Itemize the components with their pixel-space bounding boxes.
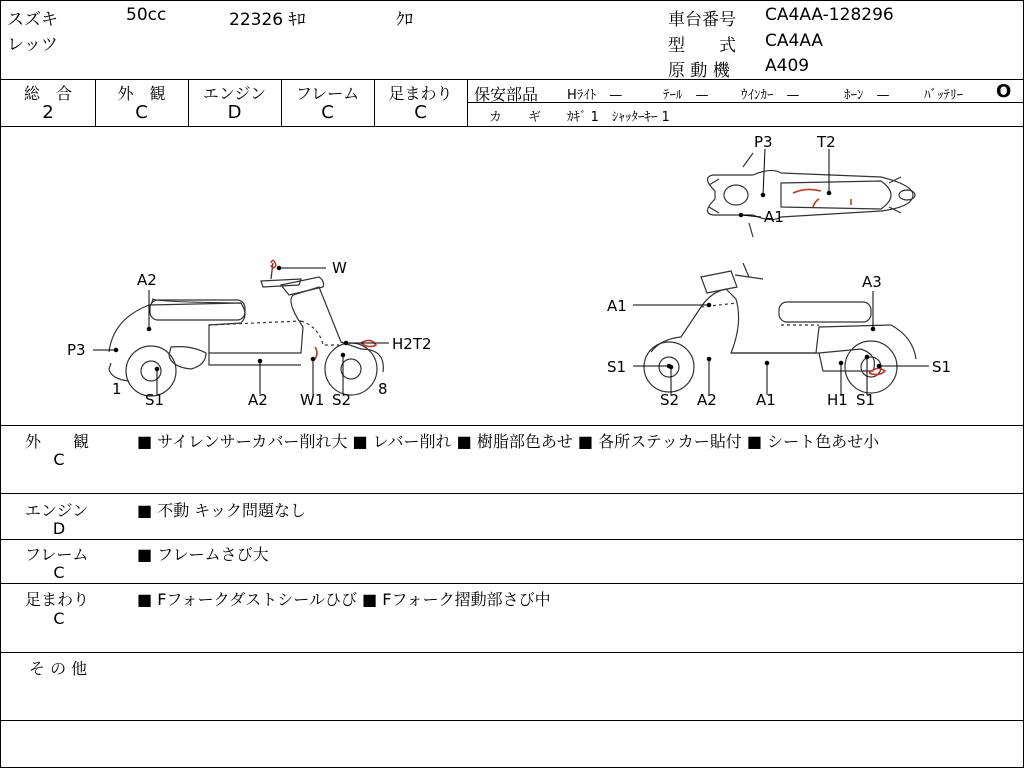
key-value: ｶｷﾞ 1 ｼｬｯﾀｰｷｰ 1 — [567, 110, 670, 125]
label-h2t2: H2T2 — [392, 335, 432, 353]
label-w1: W1 — [300, 391, 325, 409]
divider — [1, 583, 1023, 584]
section-exterior-title: 外 観 — [25, 432, 90, 451]
safety-parts-label: 保安部品 — [474, 85, 539, 104]
grade-frame-label: フレーム — [295, 84, 360, 103]
label-s1-right-left: S1 — [607, 358, 627, 376]
section-frame-text: ■ フレームさび大 — [137, 545, 269, 564]
type-value: CA4AA — [765, 31, 824, 51]
label-t2-top: T2 — [817, 133, 836, 151]
grade-frame-value: C — [321, 102, 334, 123]
label-p3-top: P3 — [754, 133, 773, 151]
battery-ok-mark: O — [996, 81, 1012, 102]
grade-exterior-label: 外 観 — [117, 84, 166, 103]
label-p3-left: P3 — [67, 341, 86, 359]
section-exterior-grade: C — [53, 450, 65, 469]
label-s1-right-bottom: S1 — [856, 391, 876, 409]
type-label: 型 式 — [668, 36, 736, 56]
label-a1-right-bottom: A1 — [756, 391, 776, 409]
mileage: 22326 ｷﾛ — [229, 10, 306, 30]
grade-total-value: 2 — [42, 102, 54, 123]
label-num-8: 8 — [378, 380, 388, 398]
safety-horn: ﾎｰﾝ — — [844, 88, 890, 103]
safety-battery: ﾊﾞｯﾃﾘｰ — [924, 88, 963, 103]
label-w: W — [332, 259, 347, 277]
section-suspension-text: ■ Fフォークダストシールひび ■ Fフォーク摺動部さび中 — [137, 590, 551, 609]
section-engine-title: エンジン — [25, 501, 89, 520]
color: ｸﾛ — [396, 10, 413, 30]
label-s1-left: S1 — [145, 391, 165, 409]
safety-headlight: Hﾗｲﾄ — — [567, 88, 623, 103]
section-exterior-text: ■ サイレンサーカバー削れ大 ■ レバー削れ ■ 樹脂部色あせ ■ 各所ステッカー貼付 ■ シート色あせ小 — [137, 432, 880, 451]
label-a1-top: A1 — [764, 208, 784, 226]
scooter-damage-diagram — [1, 127, 1023, 425]
displacement: 50cc — [126, 5, 167, 25]
scooter-top-view — [707, 153, 915, 237]
label-s2-left: S2 — [332, 391, 352, 409]
label-a2-bottom: A2 — [248, 391, 268, 409]
section-other-title: そ の 他 — [29, 659, 88, 678]
divider — [1, 493, 1023, 494]
section-suspension-grade: C — [53, 609, 65, 628]
frame-no: CA4AA-128296 — [765, 5, 894, 25]
grade-suspension-value: C — [414, 102, 427, 123]
divider — [1, 79, 1023, 80]
divider — [1, 652, 1023, 653]
label-a2-right: A2 — [697, 391, 717, 409]
section-engine-grade: D — [52, 519, 66, 538]
damage-marks-right — [869, 368, 885, 374]
divider — [1, 539, 1023, 540]
label-h1: H1 — [827, 391, 848, 409]
divider — [1, 720, 1023, 721]
model-name: レッツ — [7, 35, 58, 55]
grade-engine-value: D — [227, 102, 242, 123]
grade-suspension-label: 足まわり — [388, 84, 453, 103]
section-frame-grade: C — [53, 563, 65, 582]
label-s2-right: S2 — [660, 391, 680, 409]
label-a3: A3 — [862, 273, 882, 291]
safety-taillight: ﾃｰﾙ — — [663, 88, 709, 103]
label-a2-top: A2 — [137, 271, 157, 289]
section-frame-title: フレーム — [25, 545, 89, 564]
key-label: カ ギ — [489, 110, 542, 125]
frame-no-label: 車台番号 — [668, 10, 736, 30]
engine-value: A409 — [765, 56, 810, 76]
section-engine-text: ■ 不動 キック問題なし — [137, 501, 306, 520]
maker: スズキ — [7, 10, 58, 30]
label-num-1: 1 — [112, 380, 122, 398]
safety-winker: ｳｲﾝｶｰ — — [741, 88, 800, 103]
label-a1-right-top: A1 — [607, 297, 627, 315]
engine-label: 原 動 機 — [668, 61, 730, 81]
grade-exterior-value: C — [135, 102, 148, 123]
label-s1-right-right: S1 — [932, 358, 952, 376]
divider — [1, 425, 1023, 426]
section-suspension-title: 足まわり — [25, 590, 90, 609]
grade-engine-label: エンジン — [202, 84, 267, 103]
damage-marks-top — [793, 189, 851, 207]
grade-total-label: 総 合 — [23, 84, 72, 103]
